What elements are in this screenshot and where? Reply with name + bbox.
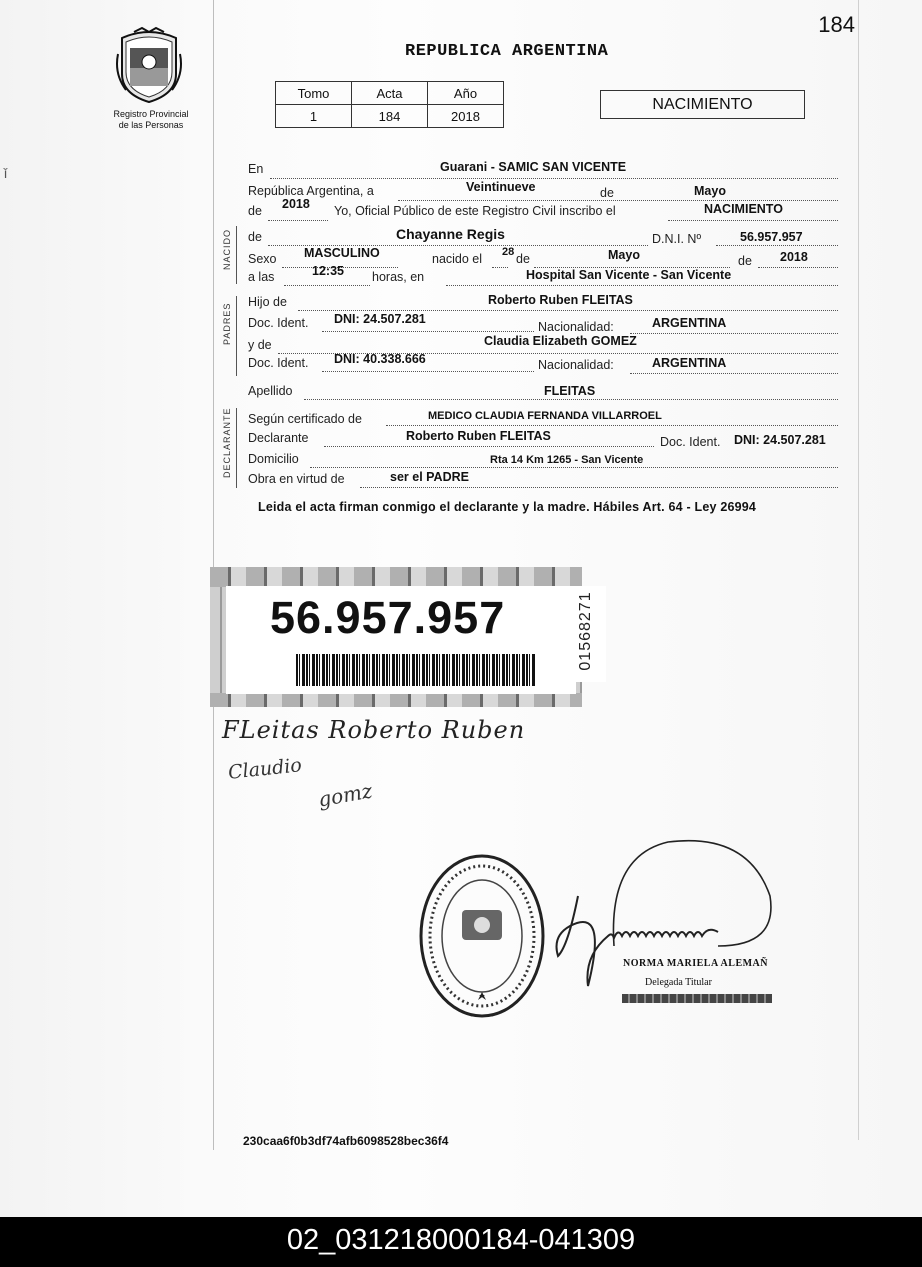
dotted-line — [270, 178, 838, 179]
registry-value-acta: 184 — [352, 105, 428, 128]
dni-sticker — [210, 567, 582, 707]
birth-day-value: 28 — [502, 246, 515, 258]
apellido-label: Apellido — [248, 384, 293, 398]
declarante-value: Roberto Ruben FLEITAS — [406, 429, 551, 443]
birth-de-year-label: de — [738, 254, 752, 268]
father-name-value: Roberto Ruben FLEITAS — [488, 293, 633, 307]
registry-value-ano: 2018 — [428, 105, 504, 128]
form-row-father-doc — [248, 312, 840, 336]
dotted-line — [360, 487, 838, 488]
barcode-icon — [296, 654, 536, 686]
birth-place-value: Hospital San Vicente - San Vicente — [526, 268, 732, 282]
mother-nationality-value: ARGENTINA — [652, 356, 727, 370]
father-nationality-label: Nacionalidad: — [538, 320, 614, 334]
mother-doc-label: Doc. Ident. — [248, 356, 309, 370]
legal-note: Leida el acta firman conmigo el declarante y la madre. Hábiles Art. 64 - Ley 26994 — [258, 500, 757, 514]
dotted-line — [268, 220, 328, 221]
signer-name: NORMA MARIELA ALEMAÑ — [623, 958, 769, 969]
dotted-line — [386, 425, 838, 426]
inscribe-value: NACIMIENTO — [704, 202, 783, 216]
sticker-dni-number: 56.957.957 — [270, 592, 506, 643]
redacted-text — [622, 994, 772, 1003]
mother-doc-value: DNI: 40.338.666 — [334, 352, 426, 366]
form-row-date — [248, 180, 840, 204]
child-name-value: Chayanne Regis — [396, 226, 505, 242]
sticker-pattern-bottom — [210, 693, 582, 707]
form-row-certificado — [248, 410, 840, 430]
certificado-label: Según certificado de — [248, 412, 362, 426]
sexo-label: Sexo — [248, 252, 277, 266]
registry-table — [275, 81, 504, 128]
father-doc-label: Doc. Ident. — [248, 316, 309, 330]
dotted-line — [446, 285, 838, 286]
handwritten-mother-first: Claudio — [227, 754, 303, 784]
crest-caption-line2: de las Personas — [118, 120, 184, 130]
section-label-padres: PADRES — [222, 302, 232, 345]
form-row-mother-doc — [248, 352, 840, 376]
domicilio-value: Rta 14 Km 1265 - San Vicente — [490, 454, 644, 466]
section-label-nacido: NACIDO — [222, 228, 232, 270]
sticker-serial-tab — [566, 586, 606, 682]
page-number: 184 — [818, 12, 855, 37]
nacido-el-label: nacido el — [432, 252, 483, 266]
birth-month-value: Mayo — [608, 248, 640, 262]
dotted-line — [668, 220, 838, 221]
handwritten-mother-last: gomz — [316, 778, 375, 812]
dotted-line — [304, 399, 838, 400]
dotted-line — [322, 371, 534, 372]
dotted-line — [492, 267, 508, 268]
right-edge-line — [858, 0, 859, 1140]
sticker-pattern-top — [210, 567, 582, 587]
dotted-line — [716, 245, 838, 246]
declarante-label: Declarante — [248, 431, 309, 445]
birth-de-label: de — [516, 252, 530, 266]
margin-mark: ǐ — [4, 165, 8, 181]
registry-header-tomo: Tomo — [276, 82, 352, 105]
mother-nationality-label: Nacionalidad: — [538, 358, 614, 372]
form-row-obra — [248, 472, 840, 492]
handwritten-father-name: FLeitas Roberto Ruben — [222, 716, 526, 744]
padres-section-line — [236, 296, 237, 376]
sticker-inner — [226, 586, 576, 694]
record-type-box: NACIMIENTO — [600, 90, 805, 119]
declarante-doc-label: Doc. Ident. — [660, 435, 721, 449]
birth-year-value: 2018 — [780, 250, 808, 264]
a-las-label: a las — [248, 270, 275, 284]
sexo-value: MASCULINO — [304, 246, 380, 260]
dotted-line — [310, 467, 838, 468]
apellido-value: FLEITAS — [544, 384, 596, 398]
form-row-apellido — [248, 384, 840, 404]
crest-caption-line1: Registro Provincial — [113, 109, 189, 119]
form-row-en — [248, 162, 840, 182]
republica-label: República Argentina, a — [248, 184, 374, 198]
dotted-line — [758, 267, 838, 268]
dotted-line — [322, 331, 534, 332]
dotted-line — [298, 310, 838, 311]
mother-name-value: Claudia Elizabeth GOMEZ — [484, 334, 637, 348]
time-value: 12:35 — [312, 264, 344, 278]
registry-header-ano: Año — [428, 82, 504, 105]
obra-label: Obra en virtud de — [248, 472, 345, 486]
dotted-line — [398, 200, 838, 201]
horas-en-label: horas, en — [372, 270, 425, 284]
document-title: REPUBLICA ARGENTINA — [405, 42, 609, 61]
province-crest-icon — [112, 24, 186, 104]
declarante-section-line — [236, 408, 237, 488]
signer-title: Delegada Titular — [645, 977, 712, 988]
form-row-name — [248, 228, 840, 248]
month-value: Mayo — [694, 184, 726, 198]
domicilio-label: Domicilio — [248, 452, 299, 466]
dotted-line — [630, 333, 838, 334]
dotted-line — [284, 285, 370, 286]
registry-value-tomo: 1 — [276, 105, 352, 128]
dni-label: D.N.I. Nº — [652, 232, 702, 246]
footer-filename: 02_031218000184-041309 — [286, 1224, 636, 1256]
de-label: de — [600, 186, 614, 200]
form-row-time — [248, 264, 840, 290]
year-value: 2018 — [282, 197, 310, 211]
form-row-inscribe — [248, 197, 840, 224]
father-nationality-value: ARGENTINA — [652, 316, 727, 330]
registry-table-header-row — [276, 82, 504, 105]
en-value: Guarani - SAMIC SAN VICENTE — [440, 160, 627, 174]
de-year-label: de — [248, 204, 262, 218]
section-label-declarante: DECLARANTE — [222, 407, 232, 478]
certificado-value: MEDICO CLAUDIA FERNANDA VILLARROEL — [428, 410, 662, 422]
dotted-line — [324, 446, 654, 447]
document-hash: 230caa6f0b3df74afb6098528bec36f4 — [243, 1134, 449, 1148]
registry-header-acta: Acta — [352, 82, 428, 105]
registry-table-value-row — [276, 105, 504, 128]
declarante-doc-value: DNI: 24.507.281 — [734, 433, 826, 447]
form-row-declarante — [248, 431, 842, 451]
de-name-label: de — [248, 230, 262, 244]
en-label: En — [248, 162, 264, 176]
hijo-de-label: Hijo de — [248, 295, 287, 309]
sticker-serial: 01568271 — [577, 591, 594, 671]
official-seal-icon — [418, 852, 546, 1020]
nacido-section-line — [236, 226, 237, 284]
yo-label: Yo, Oficial Público de este Registro Civil inscribo el — [334, 204, 616, 218]
form-row-domicilio — [248, 452, 840, 472]
father-doc-value: DNI: 24.507.281 — [334, 312, 426, 326]
dni-value: 56.957.957 — [740, 230, 803, 244]
obra-value: ser el PADRE — [390, 470, 469, 484]
dotted-line — [630, 373, 838, 374]
day-value: Veintinueve — [466, 180, 536, 194]
y-de-label: y de — [248, 338, 272, 352]
crest-caption — [96, 109, 206, 131]
